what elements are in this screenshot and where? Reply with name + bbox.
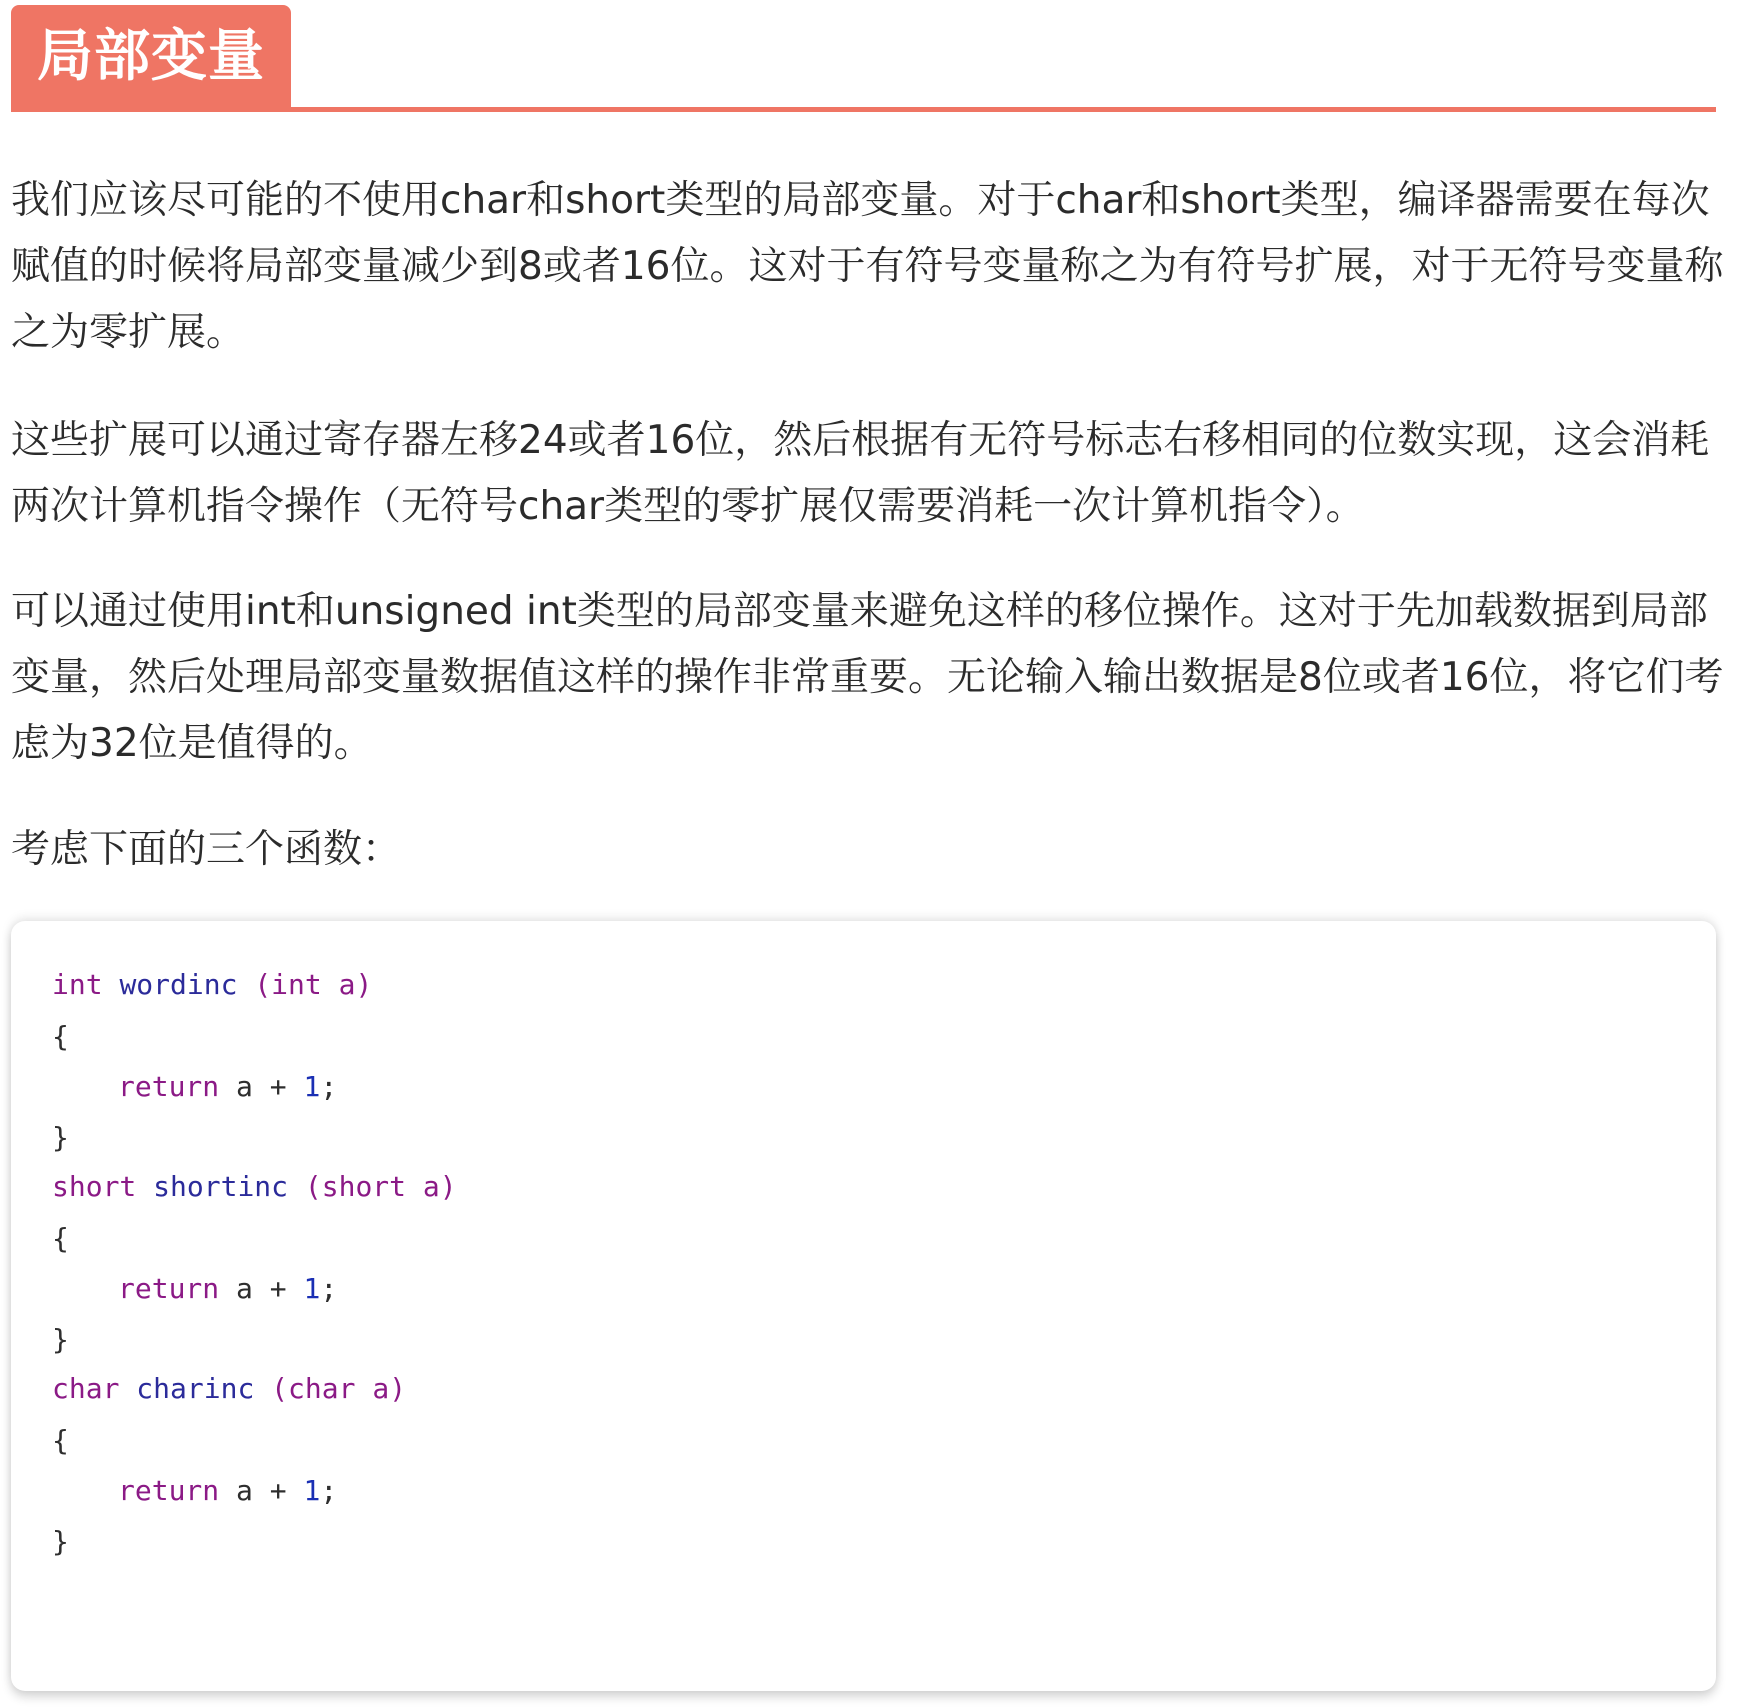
close-paren: ) bbox=[439, 1170, 457, 1203]
paragraph-2: 这些扩展可以通过寄存器左移24或者16位，然后根据有无符号标志右移相同的位数实现，这会消耗两次计算机指令操作（无符号char类型的零扩展仅需要消耗一次计算机指令）。 bbox=[11, 418, 1710, 529]
return-keyword: return bbox=[118, 1474, 220, 1507]
return-type: short bbox=[52, 1170, 137, 1203]
paragraph-3: 可以通过使用int和unsigned int类型的局部变量来避免这样的移位操作。这对于先加载数据到局部变量，然后处理局部变量数据值这样的操作非常重要。无论输入输出数据是8位或者16位，将它们考虑为32位是值得的。 bbox=[11, 589, 1724, 766]
paragraph-4: 考虑下面的三个函数： bbox=[11, 827, 402, 872]
param-type: int bbox=[271, 968, 322, 1001]
function-name: shortinc bbox=[153, 1170, 289, 1203]
param-name: a bbox=[338, 968, 356, 1001]
function-name: charinc bbox=[136, 1372, 255, 1405]
semicolon: ; bbox=[320, 1070, 338, 1103]
close-paren: ) bbox=[355, 968, 373, 1001]
number-literal: 1 bbox=[303, 1070, 321, 1103]
code-line-open-brace: { bbox=[52, 1424, 69, 1457]
plus-operator: + bbox=[269, 1474, 287, 1507]
open-paren: ( bbox=[271, 1372, 289, 1405]
code-line-close-brace: } bbox=[52, 1121, 69, 1154]
open-paren: ( bbox=[254, 968, 272, 1001]
code-line-open-brace: { bbox=[52, 1222, 69, 1255]
paragraph-1: 我们应该尽可能的不使用char和short类型的局部变量。对于char和short类型，编译器需要在每次赋值的时候将局部变量减少到8或者16位。这对于有符号变量称之为有符号扩展，对于无符号变量称之为零扩展。 bbox=[11, 178, 1724, 355]
return-var: a bbox=[236, 1272, 253, 1305]
semicolon: ; bbox=[320, 1474, 338, 1507]
code-line-return bbox=[118, 1264, 337, 1314]
code-line-return bbox=[118, 1466, 337, 1516]
function-name: wordinc bbox=[119, 968, 238, 1001]
plus-operator: + bbox=[269, 1070, 287, 1103]
return-type: int bbox=[52, 968, 103, 1001]
param-name: a bbox=[422, 1170, 440, 1203]
section-heading: 局部变量 bbox=[11, 5, 291, 108]
return-var: a bbox=[236, 1070, 253, 1103]
code-line-close-brace: } bbox=[52, 1525, 69, 1558]
return-type: char bbox=[52, 1372, 120, 1405]
code-line-close-brace: } bbox=[52, 1323, 69, 1356]
close-paren: ) bbox=[389, 1372, 407, 1405]
code-line-signature bbox=[52, 1162, 457, 1212]
number-literal: 1 bbox=[303, 1474, 321, 1507]
plus-operator: + bbox=[269, 1272, 287, 1305]
return-var: a bbox=[236, 1474, 253, 1507]
code-line-signature bbox=[52, 960, 372, 1010]
code-block bbox=[11, 921, 1716, 1691]
param-name: a bbox=[372, 1372, 390, 1405]
number-literal: 1 bbox=[303, 1272, 321, 1305]
code-line-signature bbox=[52, 1364, 406, 1414]
semicolon: ; bbox=[320, 1272, 338, 1305]
open-paren: ( bbox=[304, 1170, 322, 1203]
param-type: char bbox=[288, 1372, 356, 1405]
return-keyword: return bbox=[118, 1070, 220, 1103]
section-heading-bar bbox=[11, 5, 1716, 112]
param-type: short bbox=[321, 1170, 407, 1203]
code-line-return bbox=[118, 1062, 337, 1112]
return-keyword: return bbox=[118, 1272, 220, 1305]
code-line-open-brace: { bbox=[52, 1020, 69, 1053]
